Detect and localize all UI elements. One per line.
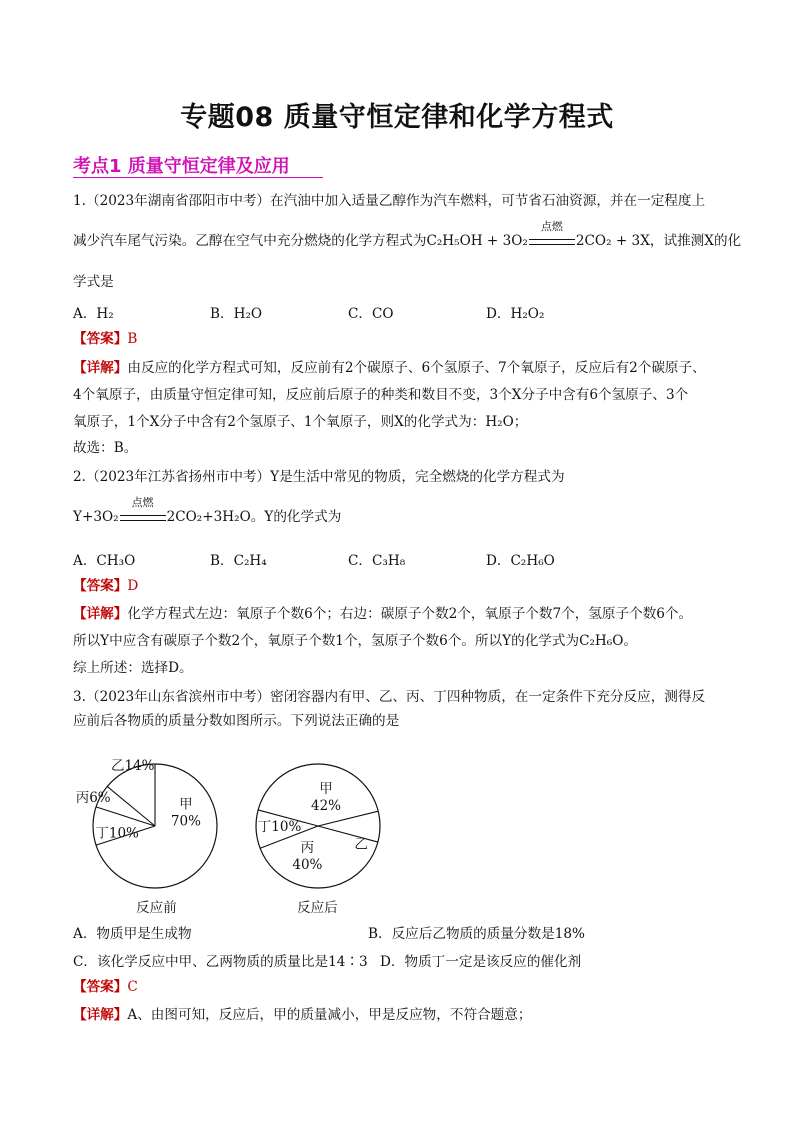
- q2-option-b: B．C₂H₄: [210, 553, 267, 569]
- q1-detail-line1: 【详解】由反应的化学方程式可知，反应前有2个碳原子、6个氢原子、7个氧原子，反应后有2个碳原子、: [73, 360, 706, 376]
- pie-after-caption: 反应后: [297, 900, 338, 916]
- q2-detail-line1: 【详解】化学方程式左边：氧原子个数6个；右边：碳原子个数2个，氧原子个数7个，氢原子个数6个。: [73, 606, 693, 622]
- pie-label-乙: 乙14%: [110, 757, 155, 774]
- q2-stem-line1: 2.（2023年江苏省扬州市中考）Y是生活中常见的物质，完全燃烧的化学方程式为: [73, 469, 565, 485]
- q1-conclusion: 故选：B。: [73, 440, 138, 456]
- section-underline: [73, 177, 323, 178]
- q3-option-a: A．物质甲是生成物: [73, 926, 192, 942]
- q2-option-d: D．C₂H₆O: [486, 553, 555, 569]
- q1-stem-line3: 学式是: [73, 274, 114, 290]
- pie-label-丁: 丁10%: [95, 825, 139, 842]
- section-heading: 考点1 质量守恒定律及应用: [73, 156, 290, 177]
- pie-label-丙: 丙 40%: [292, 840, 323, 874]
- q2-option-c: C．C₃H₈: [348, 553, 406, 569]
- pie-label-甲: 甲 70%: [170, 796, 201, 830]
- q3-stem-line1: 3.（2023年山东省滨州市中考）密闭容器内有甲、乙、丙、丁四种物质，在一定条件下充分反应，测得反: [73, 689, 706, 705]
- equation-double-line: [529, 239, 575, 245]
- q1-detail-line3: 氧原子，1个X分子中含有2个氢原子、1个氧原子，则X的化学式为：H₂O；: [73, 414, 528, 430]
- pie-label-丙: 丙6%: [75, 790, 111, 807]
- pie-label-甲: 甲 42%: [311, 781, 342, 815]
- pie-before: [76, 758, 217, 888]
- q2-equation: Y+3O₂ 点燃 2CO₂+3H₂O: [73, 496, 251, 525]
- q1-answer: 【答案】B: [73, 331, 138, 347]
- q3-option-d: D．物质丁一定是该反应的催化剂: [380, 954, 582, 970]
- q1-detail-line2: 4个氧原子，由质量守恒定律可知，反应前后原子的种类和数目不变，3个X分子中含有6个氢原子、3个: [73, 387, 689, 403]
- q1-option-c: C．CO: [348, 306, 394, 322]
- q3-option-c: C．该化学反应中甲、乙两物质的质量比是14∶3: [73, 954, 368, 970]
- pie-before-caption: 反应前: [136, 900, 177, 916]
- pie-after: [256, 764, 380, 888]
- q2-option-a: A．CH₃O: [73, 553, 136, 569]
- q1-stem-line2: 减少汽车尾气污染。乙醇在空气中充分燃烧的化学方程式为C₂H₅OH + 3O₂ 点燃 2CO₂ + 3X，试推测X的化: [73, 220, 742, 249]
- page-title: 专题08 质量守恒定律和化学方程式: [180, 102, 614, 133]
- q1-stem-line1: 1.（2023年湖南省邵阳市中考）在汽油中加入适量乙醇作为汽车燃料，可节省石油资源，并在一定程度上: [73, 193, 706, 209]
- pie-label-乙: 乙: [354, 836, 368, 853]
- q1-option-d: D．H₂O₂: [486, 306, 545, 322]
- q3-option-b: B．反应后乙物质的质量分数是18%: [368, 926, 585, 942]
- q3-answer: 【答案】C: [73, 979, 138, 995]
- q3-detail-line1: 【详解】A、由图可知，反应后，甲的质量减小，甲是反应物，不符合题意；: [73, 1007, 532, 1023]
- q1-equation: C₂H₅OH + 3O₂ 点燃 2CO₂ + 3X: [426, 220, 650, 249]
- q2-answer: 【答案】D: [73, 578, 139, 594]
- q1-option-b: B．H₂O: [210, 306, 263, 322]
- q2-stem-line2: Y+3O₂ 点燃 2CO₂+3H₂O。Y的化学式为: [73, 496, 342, 525]
- equation-double-line: [120, 515, 166, 521]
- q1-option-a: A．H₂: [73, 306, 114, 322]
- q2-conclusion: 综上所述：选择D。: [73, 660, 193, 676]
- q3-stem-line2: 应前后各物质的质量分数如图所示。下列说法正确的是: [73, 713, 400, 729]
- pie-label-丁: 丁10%: [257, 819, 302, 835]
- pie-charts: [60, 730, 400, 890]
- q2-detail-line2: 所以Y中应含有碳原子个数2个，氧原子个数1个，氢原子个数6个。所以Y的化学式为C₂H₆O。: [73, 633, 637, 649]
